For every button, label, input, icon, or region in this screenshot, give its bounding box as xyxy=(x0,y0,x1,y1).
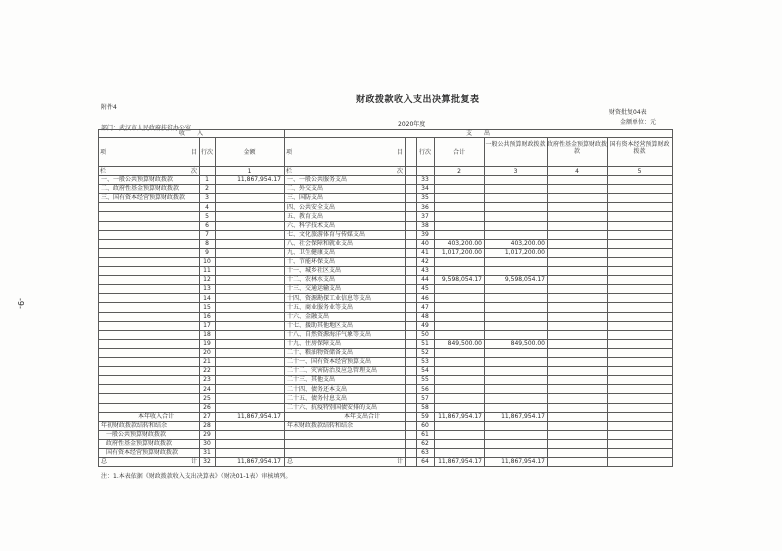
expense-row-label: 十、节能环保支出 xyxy=(287,258,336,266)
income-row-label: 一般公共预算财政拨款 xyxy=(106,431,167,438)
income-row-amount: 11,867,954.17 xyxy=(237,176,281,184)
expense-row-number: 53 xyxy=(421,358,429,366)
expense-row-total: 11,867,954.17 xyxy=(438,412,482,420)
grid-hline xyxy=(98,248,673,249)
income-row-amount: 11,867,954.17 xyxy=(237,412,281,420)
grid-hline xyxy=(98,184,673,185)
expense-row-number: 43 xyxy=(421,267,429,275)
income-total-amount: 11,867,954.17 xyxy=(237,458,281,466)
grid-vline xyxy=(284,129,285,466)
income-row-number: 16 xyxy=(203,312,211,320)
grid-hline xyxy=(98,421,673,422)
income-row-number: 10 xyxy=(203,258,211,266)
fiscal-year: 2020年度 xyxy=(398,121,426,128)
expense-row-label: 十九、住房保障支出 xyxy=(287,340,342,347)
income-row-number: 26 xyxy=(203,403,211,411)
expense-row-total: 1,017,200.00 xyxy=(441,249,482,256)
expense-row-number: 54 xyxy=(421,367,429,375)
unit-label: 金额单位：元 xyxy=(620,119,657,126)
income-row-number: 2 xyxy=(205,185,209,193)
expense-section-header: 支 出 xyxy=(465,130,490,137)
expense-row-label: 二十二、灾害防治及应急管理支出 xyxy=(287,367,378,375)
income-row-number: 9 xyxy=(205,249,209,256)
colnum-left-label: 栏 xyxy=(100,168,107,175)
grid-vline xyxy=(405,137,406,466)
footnote: 注：1.本表依据《财政拨款收入支出决算表》（财决01-1表）审核填列。 xyxy=(101,473,292,480)
expense-row-number: 44 xyxy=(421,276,429,284)
grid-hline xyxy=(98,202,673,203)
expense-row-number: 41 xyxy=(421,249,429,256)
grid-hline xyxy=(98,275,673,276)
expense-row-general: 403,200.00 xyxy=(510,239,545,247)
income-row-number: 5 xyxy=(205,212,209,220)
colnum-3: 3 xyxy=(513,168,518,175)
income-row-label: 年初财政拨款结转和结余 xyxy=(101,421,168,429)
grid-hline xyxy=(98,366,673,367)
grid-hline xyxy=(98,339,673,340)
expense-row-label: 八、社会保障和就业支出 xyxy=(287,239,354,247)
colnum-5: 5 xyxy=(637,168,642,175)
grid-hline xyxy=(98,330,673,331)
expense-row-label: 本年支出合计 xyxy=(344,412,381,420)
income-row-number: 28 xyxy=(203,421,211,429)
income-total-label: 总 xyxy=(101,458,108,466)
grid-hline xyxy=(98,348,673,349)
income-row-number: 24 xyxy=(203,385,211,393)
grid-hline xyxy=(98,239,673,240)
expense-row-number: 60 xyxy=(421,421,429,429)
expense-row-label: 二十、粮油物资储备支出 xyxy=(287,349,354,357)
income-row-label: 一、一般公共预算财政拨款 xyxy=(101,176,174,184)
income-row-label: 政府性基金预算财政拨款 xyxy=(106,440,173,448)
income-row-label: 二、政府性基金预算财政拨款 xyxy=(101,185,180,193)
income-row-number: 27 xyxy=(203,412,211,420)
income-total-row: 32 xyxy=(203,458,211,466)
colnum-4: 4 xyxy=(575,168,579,175)
grid-hline xyxy=(98,293,673,294)
expense-row-number: 37 xyxy=(421,212,429,220)
expense-row-number: 50 xyxy=(421,330,429,338)
expense-row-label: 十八、自然资源海洋气象等支出 xyxy=(287,330,372,338)
expense-total-row: 64 xyxy=(421,458,429,466)
attachment-label: 附件4 xyxy=(101,104,117,111)
expense-row-number: 45 xyxy=(421,285,429,293)
expense-row-number: 42 xyxy=(421,258,429,266)
expense-row-number: 35 xyxy=(421,194,429,202)
grid-hline xyxy=(98,230,673,231)
page-marker: -9- xyxy=(16,298,25,309)
grid-hline xyxy=(98,284,673,285)
expense-row-number: 61 xyxy=(421,431,429,438)
colnum-right-label: 栏 xyxy=(286,168,293,175)
grid-vline xyxy=(547,137,548,466)
grid-hline xyxy=(98,302,673,303)
colnum-right-col: 次 xyxy=(397,168,404,175)
grid-hline xyxy=(98,466,673,467)
expense-row-label: 年末财政拨款结转和结余 xyxy=(287,421,354,429)
expense-row-label: 十五、商业服务业等支出 xyxy=(287,303,354,311)
expense-row-number: 39 xyxy=(421,230,429,238)
expense-row-general: 849,500.00 xyxy=(510,340,545,347)
grid-hline xyxy=(98,375,673,376)
grid-hline xyxy=(98,257,673,258)
income-section-header: 收 入 xyxy=(178,130,203,137)
grid-vline xyxy=(98,129,99,466)
expense-total-general: 11,867,954.17 xyxy=(501,458,545,466)
income-row-number: 30 xyxy=(203,440,211,448)
expense-row-label: 五、教育支出 xyxy=(287,212,324,220)
income-row-number: 15 xyxy=(203,303,211,311)
expense-row-total: 849,500.00 xyxy=(447,340,482,347)
grid-hline xyxy=(98,393,673,394)
income-row-number: 3 xyxy=(205,194,209,202)
expense-row-label: 十四、资源勘探工业信息等支出 xyxy=(287,294,372,302)
grid-hline xyxy=(98,457,673,458)
expense-total-label2: 计 xyxy=(397,458,404,466)
grid-hline xyxy=(98,166,673,167)
expense-row-label: 二十四、债务还本支出 xyxy=(287,385,348,393)
expense-row-number: 52 xyxy=(421,349,429,357)
expense-row-label: 二十六、抗疫特别国债安排的支出 xyxy=(287,403,378,411)
colnum-amount: 1 xyxy=(247,168,252,175)
grid-vline xyxy=(607,137,608,466)
income-row-number: 13 xyxy=(203,285,211,293)
grid-hline xyxy=(98,412,673,413)
income-row-label: 本年收入合计 xyxy=(138,412,175,420)
grid-hline xyxy=(98,211,673,212)
expense-row-label: 四、公共安全支出 xyxy=(287,203,336,211)
income-row-number: 21 xyxy=(203,358,211,366)
page-title: 财政拨款收入支出决算批复表 xyxy=(356,95,480,105)
expense-row-label: 七、文化旅游体育与传媒支出 xyxy=(287,230,366,238)
income-row-number: 1 xyxy=(205,176,209,184)
col-header-amount: 金额 xyxy=(243,149,256,156)
expense-row-label: 六、科学技术支出 xyxy=(287,221,336,229)
col-header-general: 一般公共预算财政拨款 xyxy=(485,141,546,148)
income-row-number: 7 xyxy=(205,230,209,238)
expense-row-number: 48 xyxy=(421,312,429,320)
income-row-number: 14 xyxy=(203,294,211,302)
expense-row-number: 34 xyxy=(421,185,429,193)
expense-row-number: 47 xyxy=(421,303,429,311)
expense-row-number: 59 xyxy=(421,412,429,420)
colnum-left-col: 次 xyxy=(191,168,198,175)
grid-hline xyxy=(98,221,673,222)
expense-row-label: 十三、交通运输支出 xyxy=(287,285,342,293)
grid-hline xyxy=(98,439,673,440)
expense-row-general: 9,598,054.17 xyxy=(504,276,545,284)
expense-row-number: 46 xyxy=(421,294,429,302)
expense-total-total: 11,867,954.17 xyxy=(438,458,482,466)
income-row-number: 8 xyxy=(205,239,209,247)
col-header-item: 项 xyxy=(100,149,107,156)
col-header-exp-item: 项 xyxy=(286,149,293,156)
income-row-number: 25 xyxy=(203,394,211,402)
colnum-2: 2 xyxy=(457,168,461,175)
income-row-number: 20 xyxy=(203,349,211,357)
col-header-total: 合计 xyxy=(452,149,465,156)
grid-hline xyxy=(98,448,673,449)
expense-row-label: 二十三、其他支出 xyxy=(287,376,336,384)
expense-row-number: 49 xyxy=(421,321,429,329)
income-row-label: 三、国有资本经营预算财政拨款 xyxy=(101,194,186,202)
expense-row-label: 十六、金融支出 xyxy=(287,312,330,320)
expense-row-general: 11,867,954.17 xyxy=(501,412,545,420)
expense-row-number: 63 xyxy=(421,449,429,457)
grid-hline xyxy=(98,321,673,322)
income-row-label: 国有资本经营预算财政拨款 xyxy=(106,449,179,457)
grid-hline xyxy=(98,137,673,138)
expense-row-label: 二十一、国有资本经营预算支出 xyxy=(287,358,372,366)
grid-hline xyxy=(98,357,673,358)
expense-row-label: 十二、农林水支出 xyxy=(287,276,336,284)
col-header-state-capital: 国有资本经营预算财政拨款 xyxy=(609,141,670,155)
income-row-number: 19 xyxy=(203,340,211,347)
income-row-number: 23 xyxy=(203,376,211,384)
expense-row-number: 36 xyxy=(421,203,429,211)
income-row-number: 18 xyxy=(203,330,211,338)
expense-row-label: 十一、城乡社区支出 xyxy=(287,267,342,275)
expense-row-label: 九、卫生健康支出 xyxy=(287,249,336,256)
expense-row-label: 三、国防支出 xyxy=(287,194,324,202)
expense-row-number: 33 xyxy=(421,176,429,184)
expense-row-label: 二、外交支出 xyxy=(287,185,324,193)
income-row-number: 12 xyxy=(203,276,211,284)
income-row-number: 4 xyxy=(205,203,209,211)
expense-row-label: 二十五、债务付息支出 xyxy=(287,394,348,402)
expense-row-number: 57 xyxy=(421,394,429,402)
expense-total-label: 总 xyxy=(287,458,294,466)
expense-row-number: 56 xyxy=(421,385,429,393)
col-header-target: 目 xyxy=(191,149,198,156)
income-row-number: 29 xyxy=(203,431,211,438)
grid-hline xyxy=(98,175,673,176)
income-row-number: 22 xyxy=(203,367,211,375)
expense-row-number: 55 xyxy=(421,376,429,384)
expense-row-general: 1,017,200.00 xyxy=(504,249,545,256)
expense-row-label: 十七、援助其他地区支出 xyxy=(287,321,354,329)
grid-hline xyxy=(98,312,673,313)
income-row-number: 17 xyxy=(203,321,211,329)
col-header-row: 行次 xyxy=(200,149,213,156)
expense-row-number: 38 xyxy=(421,221,429,229)
expense-row-total: 9,598,054.17 xyxy=(441,276,482,284)
income-row-number: 6 xyxy=(205,221,209,229)
income-row-number: 31 xyxy=(203,449,211,457)
expense-row-number: 62 xyxy=(421,440,429,448)
col-header-exp-row: 行次 xyxy=(418,149,431,156)
income-row-number: 11 xyxy=(203,267,211,275)
grid-vline xyxy=(672,129,673,466)
expense-row-label: 一、一般公共服务支出 xyxy=(287,176,348,184)
expense-row-number: 40 xyxy=(421,239,429,247)
grid-hline xyxy=(98,384,673,385)
grid-hline xyxy=(98,430,673,431)
expense-row-number: 58 xyxy=(421,403,429,411)
form-code: 财资批复04表 xyxy=(609,109,647,116)
expense-row-number: 51 xyxy=(421,340,429,347)
grid-hline xyxy=(98,403,673,404)
income-total-label2: 计 xyxy=(191,458,198,466)
col-header-gov-fund: 政府性基金预算财政拨款 xyxy=(547,141,608,155)
expense-row-total: 403,200.00 xyxy=(447,239,482,247)
grid-hline xyxy=(98,266,673,267)
col-header-exp-target: 目 xyxy=(397,149,404,156)
